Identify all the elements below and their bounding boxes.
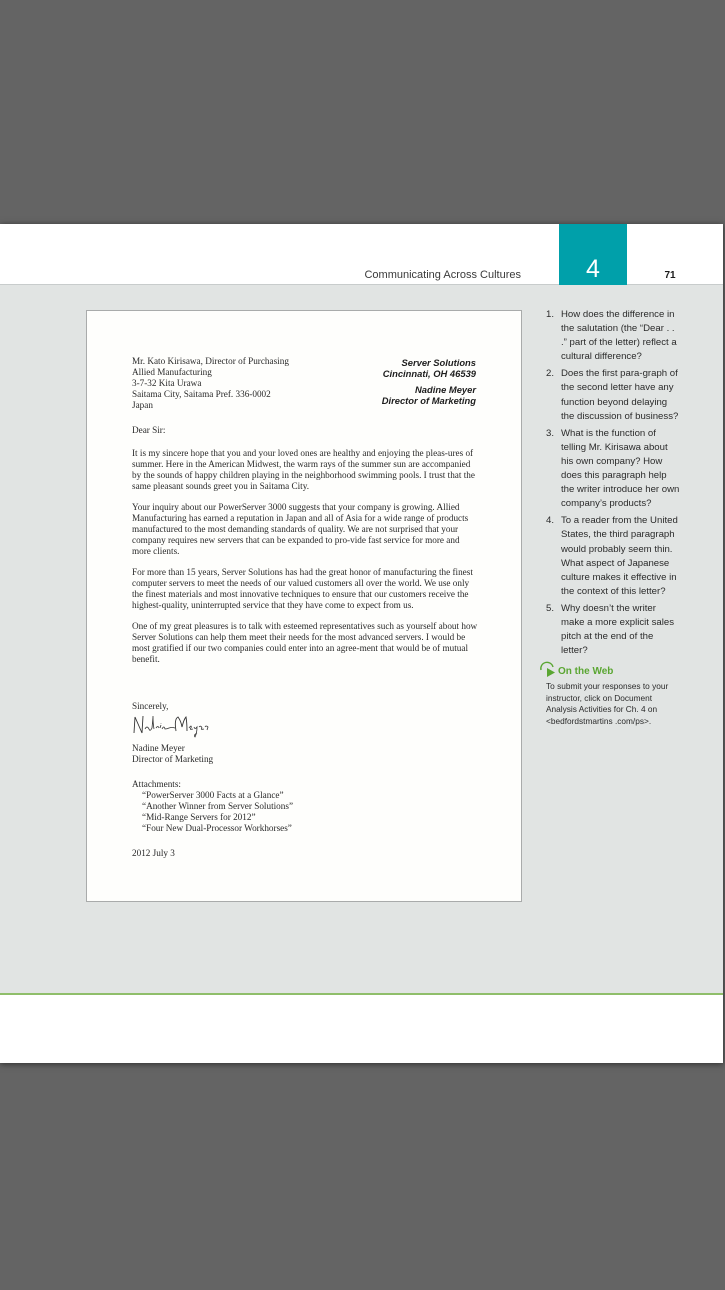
running-head: Communicating Across Cultures [364, 269, 521, 281]
letter-paragraph: It is my sincere hope that you and your loved ones are healthy and enjoying the pleas-ures of summer. Here in the American Midwest, the warm rays of the summer sun are accompanied by the sounds of happy children playing in the neighborhood swimming pools. I trust that the same pleasant sounds greet you in Saitama City. [132, 448, 475, 491]
questions-sidebar [546, 308, 681, 727]
question-text: Does the first para-graph of the second letter have any function beyond delaying the discussion of business? [561, 368, 679, 422]
letter-paragraph: One of my great pleasures is to talk with esteemed representatives such as yourself about how Server Solutions can help them meet their needs for the most advanced servers. I would be most gratified if our two companies could enter into an agree-ment that would be of mutual benefit. [132, 621, 478, 664]
question-item [546, 427, 681, 512]
letter-paragraph: For more than 15 years, Server Solutions has had the great honor of manufacturing the finest computer servers to meet the needs of our valued customers all over the world. We use only the finest materials and most innovative techniques to ensure that our customers receive the highest-quality, uninterrupted service that they have come to expect from us. [132, 567, 473, 610]
question-item [546, 602, 681, 658]
question-text: How does the difference in the salutation (the “Dear . . .” part of the letter) reflect a cultural difference? [561, 309, 677, 363]
question-number: 5. [546, 602, 555, 614]
sender-title: Director of Marketing [381, 394, 476, 406]
question-number: 1. [546, 309, 555, 320]
on-the-web-text[interactable]: To submit your responses to your instructor, click on Document Analysis Activities for Ch. 4 on <bedfordstmartins .com/ps>. [546, 681, 669, 726]
signature [132, 711, 212, 739]
on-the-web-box [546, 665, 681, 727]
page-header [0, 224, 723, 285]
closing: Sincerely, [132, 701, 169, 711]
web-arrow-icon [538, 660, 558, 680]
attachment-item: “Four New Dual-Processor Workhorses” [142, 822, 292, 833]
page-number: 71 [664, 270, 676, 281]
question-number: 4. [546, 515, 555, 527]
sender-city: Cincinnati, OH 46539 [382, 368, 476, 380]
chapter-tab: 4 [559, 224, 627, 285]
question-item [546, 367, 681, 423]
salutation: Dear Sir: [132, 425, 166, 435]
letter-body [132, 448, 478, 675]
question-text: To a reader from the United States, the third paragraph would probably seem thin. What aspect of Japanese culture makes it effective in the context of this letter? [561, 515, 678, 597]
attachments [132, 779, 293, 834]
attachment-item: “Mid-Range Servers for 2012” [142, 811, 256, 822]
recipient-line: Mr. Kato Kirisawa, Director of Purchasing [132, 356, 289, 366]
recipient-line: 3-7-32 Kita Urawa [132, 377, 202, 388]
sender-name: Nadine Meyer [415, 383, 476, 395]
signer-title: Director of Marketing [132, 753, 214, 764]
attachment-item: “PowerServer 3000 Facts at a Glance” [142, 789, 284, 800]
on-the-web-title: On the Web [558, 666, 614, 678]
content-area [0, 285, 723, 994]
sample-letter [86, 310, 522, 902]
signer-name: Nadine Meyer [132, 743, 185, 753]
question-text: What is the function of telling Mr. Kirisawa about his own company? How does this paragraph help the writer introduce her own company’s products? [561, 427, 680, 510]
bottom-rule [0, 993, 723, 995]
recipient-address [132, 356, 289, 411]
attachments-label: Attachments: [132, 779, 181, 789]
letter-date: 2012 July 3 [132, 848, 175, 858]
sender-company: Server Solutions [401, 357, 476, 368]
recipient-line: Saitama City, Saitama Pref. 336-0002 [132, 388, 271, 399]
sender-letterhead [382, 357, 476, 406]
on-the-web-heading [546, 665, 681, 681]
question-number: 3. [546, 427, 555, 439]
signer-block [132, 743, 213, 765]
question-item [546, 308, 681, 364]
recipient-line: Allied Manufacturing [132, 366, 212, 377]
attachment-item: “Another Winner from Server Solutions” [142, 800, 294, 811]
recipient-line: Japan [132, 399, 153, 410]
question-number: 2. [546, 368, 555, 380]
book-page [0, 224, 723, 1063]
letter-paragraph: Your inquiry about our PowerServer 3000 suggests that your company is growing. Allied Manufacturing has earned a reputation in Japan and all of Asia for a wide range of products manufactured to the most demanding standards of quality. We are not surprised that your company requires new servers that can be expanded to pro-vide fast service for more and more clients. [132, 502, 469, 556]
question-list [546, 308, 681, 658]
question-text: Why doesn’t the writer make a more explicit sales pitch at the end of the letter? [561, 602, 675, 657]
question-item [546, 514, 681, 599]
